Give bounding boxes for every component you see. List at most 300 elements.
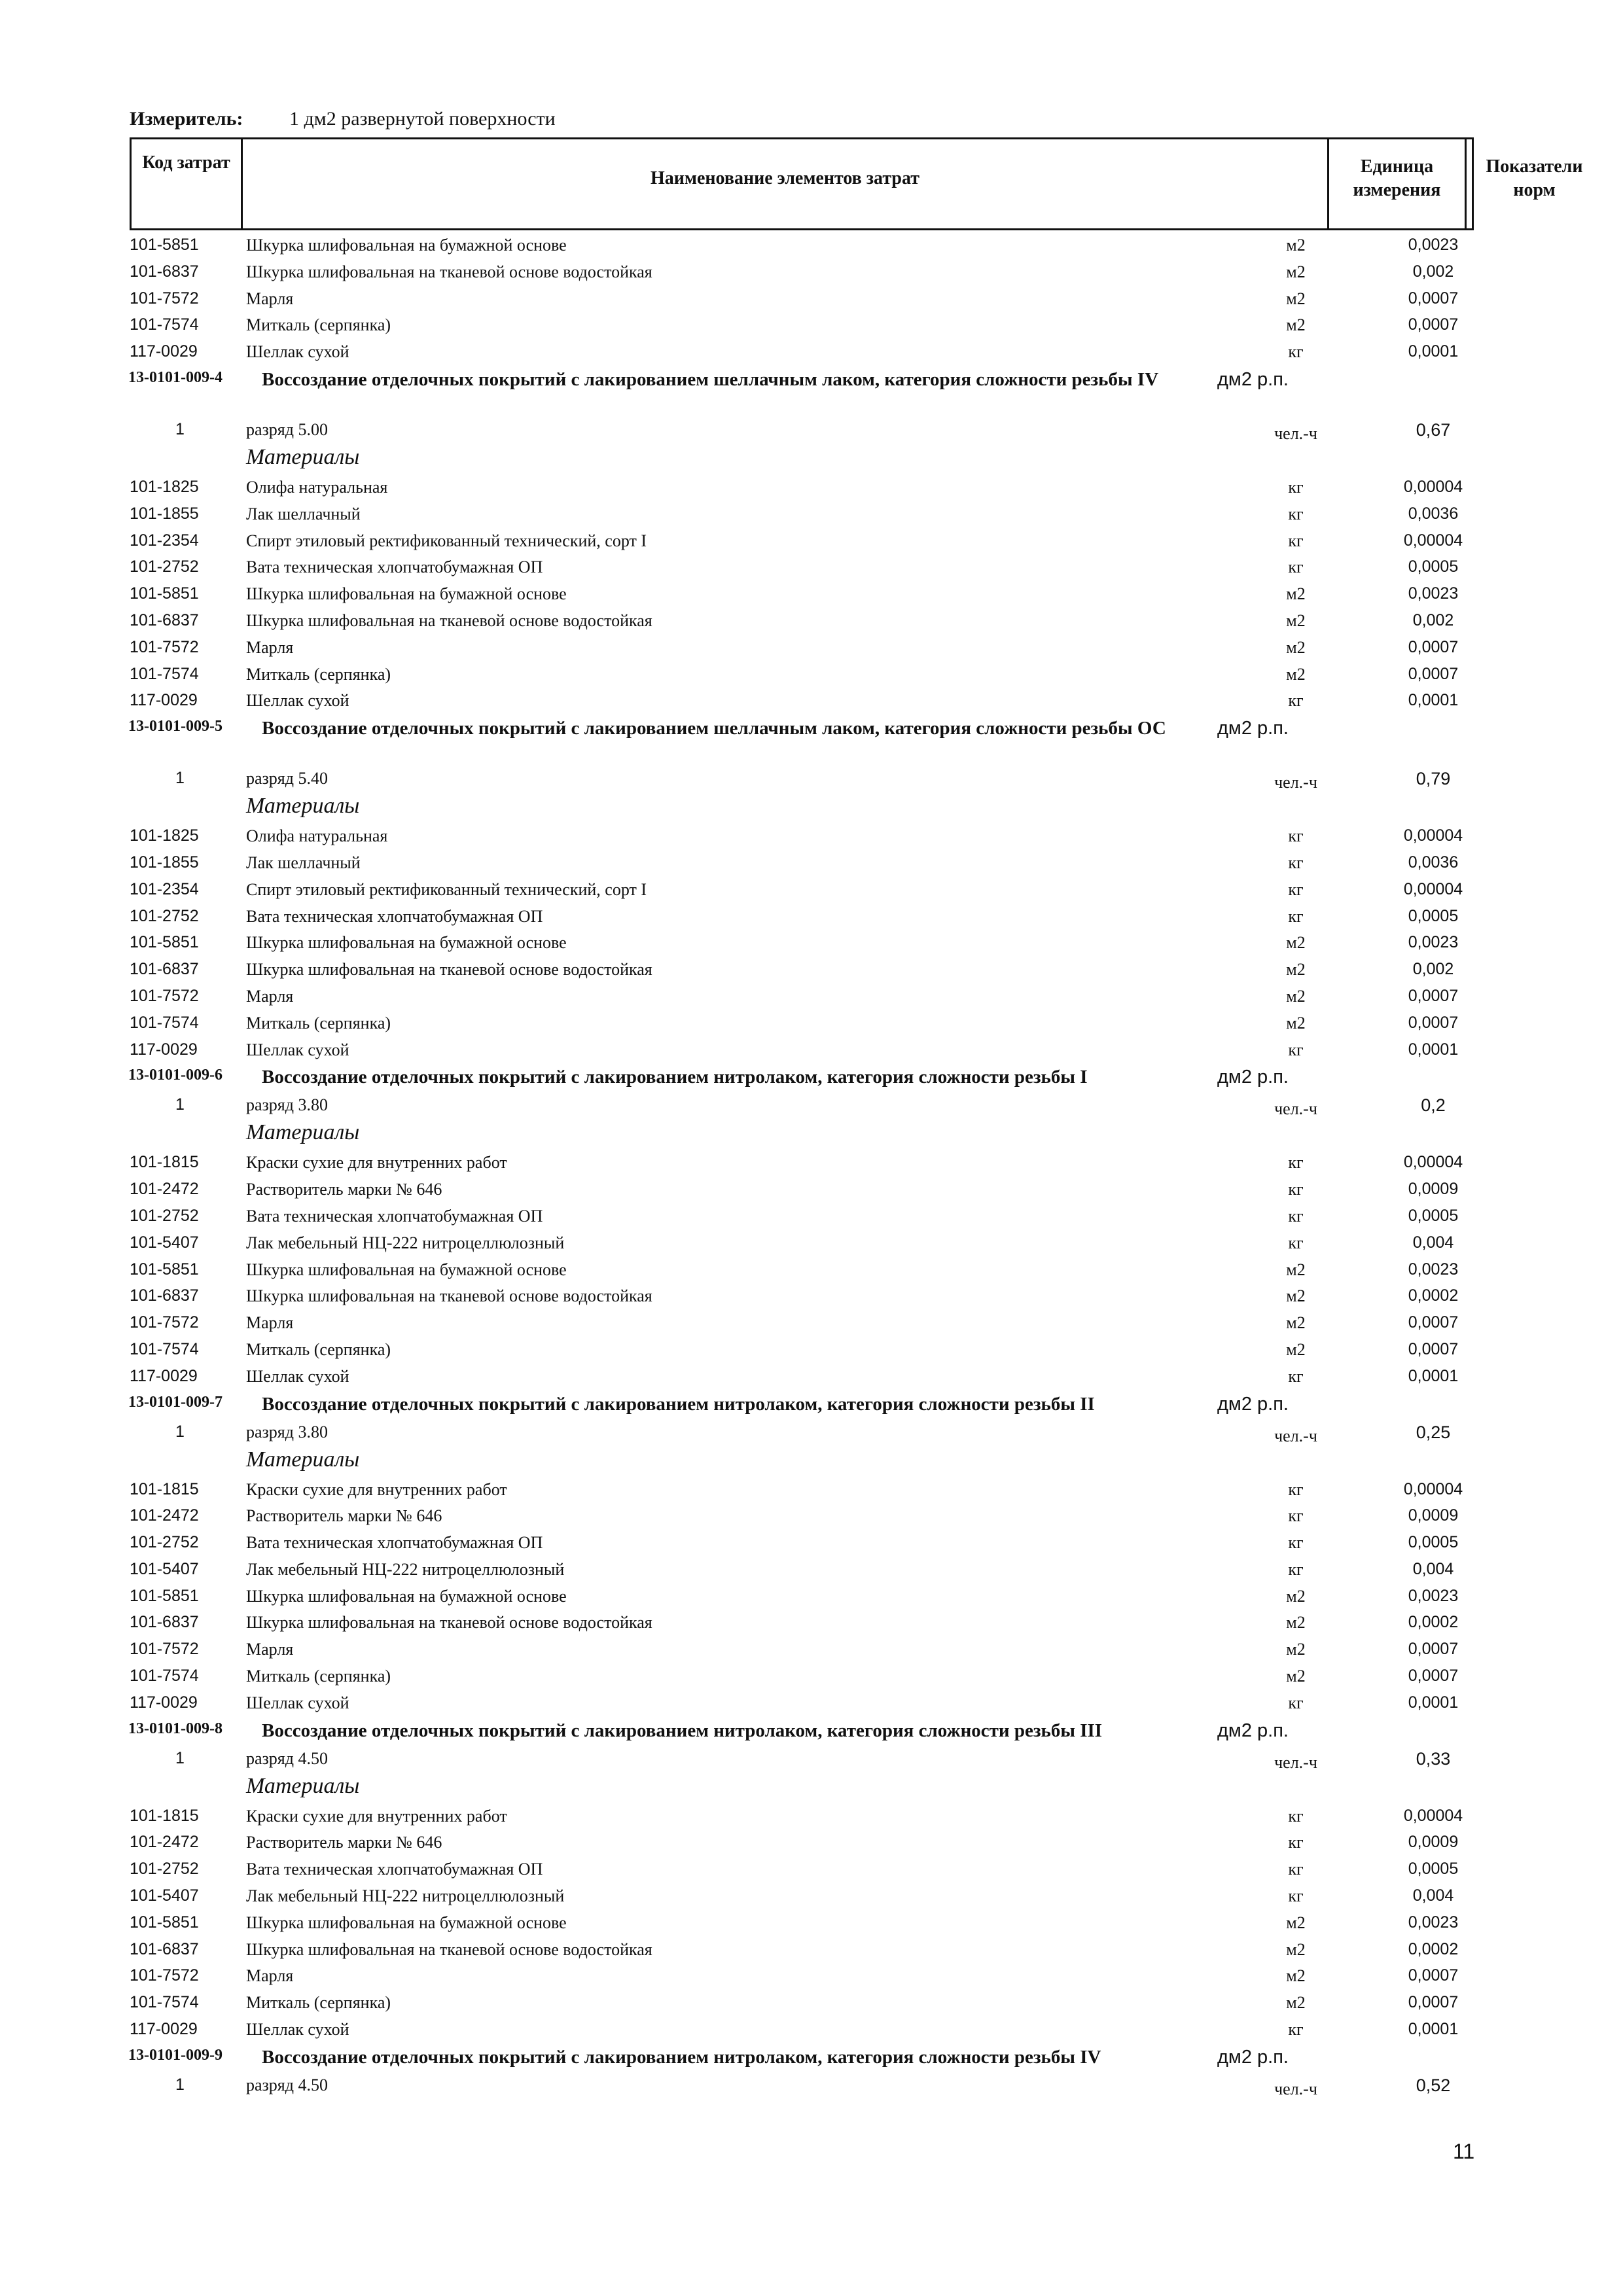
materials-heading-row: [0, 1774, 1623, 1804]
cost-code: 101-7574: [130, 1993, 199, 2012]
unit: дм2 р.п.: [1217, 1720, 1289, 1741]
unit: кг: [1288, 1233, 1304, 1252]
cost-code: 101-1825: [130, 477, 199, 496]
norm-value: 0,0007: [1408, 1993, 1459, 2012]
item-name: Миткаль (серпянка): [246, 1993, 391, 2013]
item-name: Шеллак сухой: [246, 1040, 349, 1059]
unit: м2: [1286, 315, 1306, 335]
table-row: [0, 260, 1623, 287]
unit: м2: [1286, 664, 1306, 684]
unit: кг: [1288, 1366, 1304, 1386]
item-name: Краски сухие для внутренних работ: [246, 1153, 507, 1173]
norm-value: 0,0007: [1408, 1313, 1459, 1332]
table-row: [0, 984, 1623, 1011]
labor-row: [0, 1419, 1623, 1447]
cost-code: 101-5851: [130, 1586, 199, 1605]
item-name: Вата техническая хлопчатобумажная ОП: [246, 1206, 543, 1226]
section-row: [0, 715, 1623, 765]
item-name: Материалы: [246, 794, 360, 819]
cost-code: 101-2752: [130, 906, 199, 925]
table-row: [0, 1150, 1623, 1177]
cost-code: 101-5851: [130, 1260, 199, 1279]
unit: чел.-ч: [1274, 1752, 1317, 1772]
cost-code: 101-5407: [130, 1559, 199, 1578]
norm-value: 0,0007: [1408, 289, 1459, 308]
item-name: Шкурка шлифовальная на тканевой основе водостойкая: [246, 610, 652, 630]
norm-value: 0,0009: [1408, 1833, 1459, 1852]
unit: м2: [1286, 1640, 1306, 1659]
norm-value: 0,0002: [1408, 1939, 1459, 1958]
unit: м2: [1286, 1913, 1306, 1932]
norm-value: 0,0001: [1408, 1366, 1459, 1385]
table-row: [0, 1177, 1623, 1204]
header-name: Наименование элементов затрат: [243, 139, 1329, 228]
norm-value: 0,0001: [1408, 1040, 1459, 1059]
meter-line: [130, 108, 556, 130]
unit: кг: [1288, 1153, 1304, 1173]
unit: м2: [1286, 986, 1306, 1006]
unit: м2: [1286, 1260, 1306, 1279]
table-row: [0, 1258, 1623, 1284]
section-row: [0, 1391, 1623, 1419]
item-name: разряд 5.40: [246, 769, 328, 788]
norm-value: 0,002: [1412, 960, 1454, 979]
unit: кг: [1288, 531, 1304, 550]
cost-code: 1: [175, 419, 185, 438]
unit: м2: [1286, 1667, 1306, 1686]
cost-code: 13-0101-009-5: [128, 718, 223, 735]
section-row: [0, 1718, 1623, 1745]
unit: кг: [1288, 691, 1304, 711]
cost-code: 101-7574: [130, 1339, 199, 1358]
item-name: Миткаль (серпянка): [246, 1339, 391, 1359]
item-name: Марля: [246, 637, 294, 657]
item-name: Шкурка шлифовальная на тканевой основе водостойкая: [246, 1613, 652, 1633]
item-name: Шкурка шлифовальная на тканевой основе водостойкая: [246, 960, 652, 980]
norm-value: 0,004: [1412, 1233, 1454, 1252]
unit: м2: [1286, 1586, 1306, 1606]
norm-value: 0,00004: [1403, 477, 1463, 496]
norm-value: 0,0002: [1408, 1613, 1459, 1632]
table-row: [0, 1964, 1623, 1990]
cost-code: 117-0029: [130, 342, 198, 361]
item-name: Шкурка шлифовальная на бумажной основе: [246, 1260, 567, 1279]
cost-code: 101-2472: [130, 1833, 199, 1852]
unit: м2: [1286, 637, 1306, 657]
table-body: [0, 233, 1623, 2100]
table-row: [0, 688, 1623, 715]
unit: кг: [1288, 879, 1304, 899]
item-name: Шеллак сухой: [246, 342, 349, 362]
norm-value: 0,52: [1416, 2075, 1451, 2095]
table-row: [0, 635, 1623, 662]
table-row: [0, 1477, 1623, 1504]
cost-code: 101-2752: [130, 1206, 199, 1225]
cost-code: 101-7572: [130, 637, 199, 656]
table-row: [0, 313, 1623, 340]
cost-code: 101-7572: [130, 1313, 199, 1332]
unit: м2: [1286, 1013, 1306, 1033]
norm-value: 0,0023: [1408, 584, 1459, 603]
norm-value: 0,0023: [1408, 1260, 1459, 1279]
cost-code: 13-0101-009-6: [128, 1067, 223, 1084]
item-name: Лак мебельный НЦ-222 нитроцеллюлозный: [246, 1559, 565, 1579]
item-name: Миткаль (серпянка): [246, 1667, 391, 1686]
norm-value: 0,0005: [1408, 1860, 1459, 1879]
norm-value: 0,002: [1412, 610, 1454, 629]
unit: кг: [1288, 1206, 1304, 1226]
item-name: Шкурка шлифовальная на бумажной основе: [246, 236, 567, 255]
table-row: [0, 1557, 1623, 1584]
item-name: Лак шеллачный: [246, 853, 361, 872]
cost-code: 101-2472: [130, 1506, 199, 1525]
norm-value: 0,0001: [1408, 342, 1459, 361]
cost-code: 101-5851: [130, 933, 199, 952]
cost-code: 101-6837: [130, 960, 199, 979]
item-name: разряд 4.50: [246, 1748, 328, 1768]
labor-row: [0, 1091, 1623, 1120]
item-name: Шкурка шлифовальная на тканевой основе водостойкая: [246, 1286, 652, 1306]
unit: м2: [1286, 1966, 1306, 1986]
unit: кг: [1288, 477, 1304, 497]
table-row: [0, 1364, 1623, 1391]
norm-value: 0,0001: [1408, 1693, 1459, 1712]
header-code: Код затрат: [132, 139, 243, 228]
item-name: разряд 3.80: [246, 1095, 328, 1115]
table-row: [0, 475, 1623, 502]
table-row: [0, 1884, 1623, 1911]
norm-value: 0,0023: [1408, 933, 1459, 952]
unit: м2: [1286, 933, 1306, 953]
table-header: [130, 137, 1583, 230]
item-name: Олифа натуральная: [246, 826, 388, 846]
norm-value: 0,0007: [1408, 1640, 1459, 1659]
norm-value: 0,0005: [1408, 906, 1459, 925]
table-row: [0, 1011, 1623, 1038]
item-name: Миткаль (серпянка): [246, 1013, 391, 1033]
norm-value: 0,0005: [1408, 1533, 1459, 1552]
norm-value: 0,0009: [1408, 1180, 1459, 1199]
norm-value: 0,00004: [1403, 1479, 1463, 1498]
table-row: [0, 502, 1623, 529]
cost-code: 101-1815: [130, 1806, 199, 1825]
item-name: Марля: [246, 986, 294, 1006]
item-name: Марля: [246, 1313, 294, 1333]
item-name: Растворитель марки № 646: [246, 1833, 442, 1852]
norm-value: 0,0007: [1408, 315, 1459, 334]
norm-value: 0,0007: [1408, 637, 1459, 656]
norm-value: 0,00004: [1403, 531, 1463, 550]
item-name: Лак шеллачный: [246, 504, 361, 523]
item-name: Шкурка шлифовальная на бумажной основе: [246, 1913, 567, 1932]
unit: чел.-ч: [1274, 2079, 1317, 2098]
table-row: [0, 582, 1623, 609]
item-name: Воссоздание отделочных покрытий с лакированием нитролаком, категория сложности резьбы II: [262, 1393, 1095, 1415]
unit: дм2 р.п.: [1217, 2046, 1289, 2068]
table-row: [0, 1990, 1623, 2017]
unit: чел.-ч: [1274, 773, 1317, 792]
cost-code: 101-7574: [130, 664, 199, 683]
norm-value: 0,2: [1421, 1095, 1446, 1116]
norm-value: 0,67: [1416, 419, 1451, 440]
table-row: [0, 1038, 1623, 1065]
item-name: Миткаль (серпянка): [246, 315, 391, 335]
table-row: [0, 851, 1623, 877]
cost-code: 13-0101-009-8: [128, 1720, 223, 1737]
cost-code: 101-2752: [130, 1533, 199, 1552]
unit: кг: [1288, 1506, 1304, 1526]
item-name: Миткаль (серпянка): [246, 664, 391, 684]
header-unit-line1: Единица: [1360, 156, 1434, 177]
cost-code: 101-6837: [130, 1939, 199, 1958]
cost-code: 101-7574: [130, 1013, 199, 1032]
table-row: [0, 1504, 1623, 1530]
cost-code: 101-6837: [130, 1613, 199, 1632]
unit: м2: [1286, 584, 1306, 604]
cost-code: 101-2752: [130, 557, 199, 576]
item-name: Марля: [246, 1966, 294, 1986]
cost-code: 101-1855: [130, 853, 199, 872]
norm-value: 0,00004: [1403, 1806, 1463, 1825]
unit: кг: [1288, 1533, 1304, 1553]
item-name: Марля: [246, 1640, 294, 1659]
unit: кг: [1288, 557, 1304, 577]
unit: кг: [1288, 1180, 1304, 1199]
item-name: Воссоздание отделочных покрытий с лакированием нитролаком, категория сложности резьбы IV: [262, 2046, 1101, 2068]
norm-value: 0,0036: [1408, 504, 1459, 523]
item-name: Спирт этиловый ректификованный технический, сорт I: [246, 531, 647, 550]
cost-code: 101-2752: [130, 1860, 199, 1879]
table-row: [0, 930, 1623, 957]
item-name: Лак мебельный НЦ-222 нитроцеллюлозный: [246, 1886, 565, 1906]
norm-value: 0,0009: [1408, 1506, 1459, 1525]
header-norm-line2: норм: [1513, 180, 1556, 200]
unit: кг: [1288, 826, 1304, 846]
materials-heading-row: [0, 794, 1623, 824]
norm-value: 0,0005: [1408, 557, 1459, 576]
unit: чел.-ч: [1274, 423, 1317, 443]
table-row: [0, 662, 1623, 689]
item-name: Марля: [246, 289, 294, 308]
item-name: Вата техническая хлопчатобумажная ОП: [246, 1860, 543, 1879]
table-row: [0, 1804, 1623, 1831]
item-name: Шкурка шлифовальная на бумажной основе: [246, 1586, 567, 1606]
cost-code: 101-2472: [130, 1180, 199, 1199]
unit: м2: [1286, 1939, 1306, 1959]
unit: кг: [1288, 1860, 1304, 1879]
item-name: Вата техническая хлопчатобумажная ОП: [246, 1533, 543, 1553]
table-row: [0, 555, 1623, 582]
unit: м2: [1286, 1993, 1306, 2013]
item-name: Шеллак сухой: [246, 2020, 349, 2040]
norm-value: 0,0001: [1408, 2020, 1459, 2039]
unit: м2: [1286, 289, 1306, 308]
norm-value: 0,0007: [1408, 1667, 1459, 1686]
item-name: разряд 5.00: [246, 419, 328, 439]
cost-code: 101-7574: [130, 1667, 199, 1686]
norm-value: 0,0007: [1408, 1013, 1459, 1032]
cost-code: 101-1825: [130, 826, 199, 845]
item-name: Шеллак сухой: [246, 691, 349, 711]
cost-code: 117-0029: [130, 691, 198, 710]
table-row: [0, 233, 1623, 260]
materials-heading-row: [0, 445, 1623, 475]
table-row: [0, 1530, 1623, 1557]
item-name: Спирт этиловый ректификованный технический, сорт I: [246, 879, 647, 899]
unit: дм2 р.п.: [1217, 1067, 1289, 1088]
table-row: [0, 1857, 1623, 1884]
cost-code: 13-0101-009-9: [128, 2046, 223, 2064]
section-row: [0, 1064, 1623, 1091]
norm-value: 0,002: [1412, 262, 1454, 281]
unit: чел.-ч: [1274, 1099, 1317, 1119]
unit: кг: [1288, 853, 1304, 872]
item-name: Шкурка шлифовальная на бумажной основе: [246, 584, 567, 604]
item-name: Воссоздание отделочных покрытий с лакированием нитролаком, категория сложности резьбы I: [262, 1067, 1088, 1088]
unit: м2: [1286, 1313, 1306, 1333]
table-row: [0, 1204, 1623, 1231]
unit: кг: [1288, 906, 1304, 926]
item-name: Вата техническая хлопчатобумажная ОП: [246, 906, 543, 926]
cost-code: 101-6837: [130, 1286, 199, 1305]
header-unit-line2: измерения: [1353, 180, 1441, 200]
item-name: Материалы: [246, 1447, 360, 1472]
table-row: [0, 1664, 1623, 1691]
norm-value: 0,00004: [1403, 879, 1463, 898]
unit: м2: [1286, 1613, 1306, 1633]
cost-code: 101-1815: [130, 1153, 199, 1172]
unit: кг: [1288, 504, 1304, 523]
unit: дм2 р.п.: [1217, 718, 1289, 739]
cost-code: 1: [175, 2075, 185, 2094]
cost-code: 101-2354: [130, 879, 199, 898]
header-unit: [1329, 139, 1467, 228]
table-row: [0, 1231, 1623, 1258]
norm-value: 0,0007: [1408, 664, 1459, 683]
unit: м2: [1286, 610, 1306, 630]
cost-code: 117-0029: [130, 1040, 198, 1059]
item-name: разряд 3.80: [246, 1422, 328, 1441]
section-row: [0, 2044, 1623, 2072]
item-name: Растворитель марки № 646: [246, 1180, 442, 1199]
cost-code: 13-0101-009-7: [128, 1393, 223, 1411]
table-row: [0, 1584, 1623, 1611]
cost-code: 101-5851: [130, 236, 199, 254]
page-number: 11: [1453, 2140, 1475, 2163]
norm-value: 0,0023: [1408, 236, 1459, 254]
table-row: [0, 529, 1623, 556]
unit: кг: [1288, 1479, 1304, 1499]
unit: кг: [1288, 1559, 1304, 1579]
cost-code: 101-7572: [130, 1966, 199, 1985]
norm-value: 0,0001: [1408, 691, 1459, 710]
cost-code: 101-6837: [130, 262, 199, 281]
norm-value: 0,25: [1416, 1422, 1451, 1442]
cost-code: 101-5851: [130, 1913, 199, 1932]
norm-value: 0,0007: [1408, 1966, 1459, 1985]
meter-value: 1 дм2 развернутой поверхности: [289, 108, 556, 130]
cost-code: 1: [175, 1422, 185, 1441]
cost-code: 101-7572: [130, 1640, 199, 1659]
cost-code: 101-2354: [130, 531, 199, 550]
item-name: Шкурка шлифовальная на тканевой основе водостойкая: [246, 262, 652, 281]
item-name: Воссоздание отделочных покрытий с лакированием нитролаком, категория сложности резьбы III: [262, 1720, 1103, 1741]
table-row: [0, 1284, 1623, 1311]
unit: дм2 р.п.: [1217, 1393, 1289, 1415]
norm-value: 0,0007: [1408, 986, 1459, 1005]
unit: кг: [1288, 1886, 1304, 1906]
table-row: [0, 1311, 1623, 1337]
norm-value: 0,00004: [1403, 1153, 1463, 1172]
table-row: [0, 1691, 1623, 1718]
cost-code: 101-7572: [130, 289, 199, 308]
cost-code: 101-1815: [130, 1479, 199, 1498]
materials-heading-row: [0, 1120, 1623, 1150]
item-name: Материалы: [246, 1773, 360, 1798]
norm-value: 0,00004: [1403, 826, 1463, 845]
cost-code: 1: [175, 1095, 185, 1114]
table-row: [0, 1911, 1623, 1937]
norm-value: 0,0002: [1408, 1286, 1459, 1305]
cost-code: 101-7574: [130, 315, 199, 334]
cost-code: 101-5851: [130, 584, 199, 603]
table-row: [0, 340, 1623, 366]
labor-row: [0, 1745, 1623, 1774]
item-name: Материалы: [246, 1120, 360, 1145]
norm-value: 0,33: [1416, 1748, 1451, 1769]
unit: кг: [1288, 1693, 1304, 1712]
table-row: [0, 1610, 1623, 1637]
item-name: Вата техническая хлопчатобумажная ОП: [246, 557, 543, 577]
norm-value: 0,004: [1412, 1559, 1454, 1578]
unit: чел.-ч: [1274, 1426, 1317, 1445]
item-name: Краски сухие для внутренних работ: [246, 1479, 507, 1499]
norm-value: 0,0036: [1408, 853, 1459, 872]
materials-heading-row: [0, 1447, 1623, 1477]
labor-row: [0, 765, 1623, 794]
table-row: [0, 957, 1623, 984]
table-row: [0, 1337, 1623, 1364]
cost-code: 13-0101-009-4: [128, 368, 223, 386]
item-name: Краски сухие для внутренних работ: [246, 1806, 507, 1826]
meter-label: Измеритель:: [130, 108, 243, 130]
section-row: [0, 366, 1623, 416]
labor-row: [0, 416, 1623, 445]
cost-code: 101-1855: [130, 504, 199, 523]
item-name: разряд 4.50: [246, 2075, 328, 2094]
norm-value: 0,0005: [1408, 1206, 1459, 1225]
unit: кг: [1288, 2020, 1304, 2040]
norm-value: 0,0007: [1408, 1339, 1459, 1358]
norm-value: 0,0023: [1408, 1586, 1459, 1605]
unit: кг: [1288, 1040, 1304, 1059]
item-name: Воссоздание отделочных покрытий с лакированием шеллачным лаком, категория сложности резьбы IV: [262, 368, 1159, 390]
item-name: Растворитель марки № 646: [246, 1506, 442, 1526]
item-name: Шеллак сухой: [246, 1366, 349, 1386]
table-row: [0, 609, 1623, 635]
cost-code: 117-0029: [130, 2020, 198, 2039]
item-name: Олифа натуральная: [246, 477, 388, 497]
unit: дм2 р.п.: [1217, 368, 1289, 390]
table-row: [0, 877, 1623, 904]
item-name: Шкурка шлифовальная на бумажной основе: [246, 933, 567, 953]
table-row: [0, 904, 1623, 931]
unit: м2: [1286, 960, 1306, 980]
table-row: [0, 2017, 1623, 2044]
unit: м2: [1286, 236, 1306, 255]
labor-row: [0, 2072, 1623, 2100]
table-row: [0, 287, 1623, 313]
